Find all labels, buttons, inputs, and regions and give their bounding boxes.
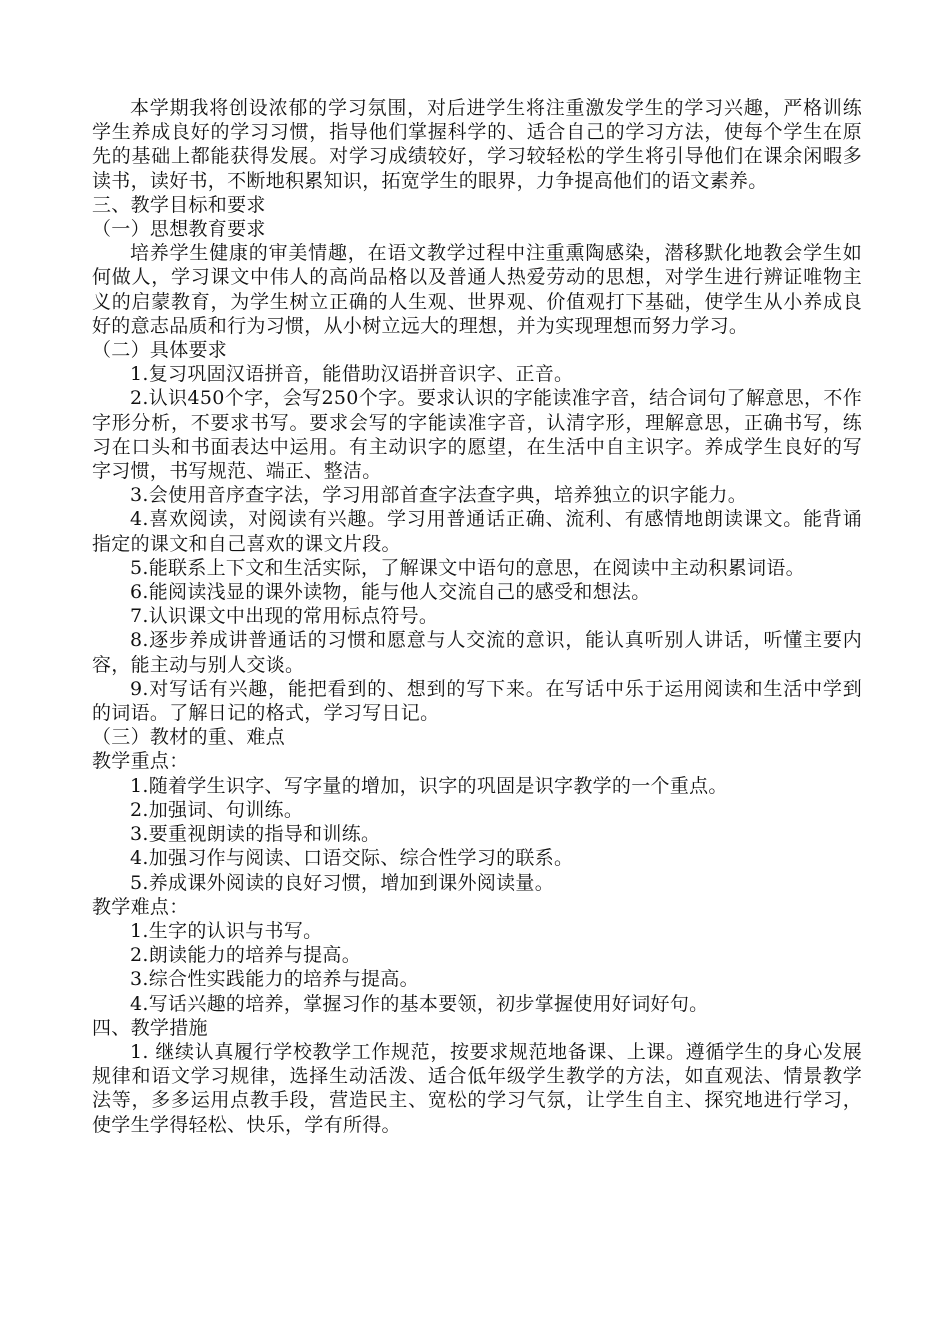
key-point-item: 3.要重视朗读的指导和训练。 (130, 823, 381, 846)
section-4-heading: 四、教学措施 (92, 1016, 208, 1039)
subsection-1-heading: （一）思想教育要求 (92, 218, 266, 241)
intro-paragraph: 本学期我将创设浓郁的学习氛围，对后进学生将注重激发学生的学习兴趣，严格训练学生养成良好的学习习惯，指导他们掌握科学的、适合自己的学习方法，使每个学生在原先的基础上都能获得发展。对学习成绩较好，学习较轻松的学生将引导他们在课余闲暇多读书，读好书，不断地积累知识，拓宽学生的眼界，力争提高他们的语文素养。 (92, 97, 862, 192)
requirement-item: 5.能联系上下文和生活实际，了解课文中语句的意思，在阅读中主动积累词语。 (130, 556, 805, 579)
requirement-item: 4.喜欢阅读，对阅读有兴趣。学习用普通话正确、流利、有感情地朗读课文。能背诵指定的课文和自己喜欢的课文片段。 (92, 508, 862, 555)
requirement-item: 1.复习巩固汉语拼音，能借助汉语拼音识字、正音。 (130, 363, 574, 386)
requirement-item: 2.认识450个字，会写250个字。要求认识的字能读准字音，结合词句了解意思，不作字形分析，不要求书写。要求会写的字能读准字音，认清字形，理解意思，正确书写，练习在口头和书面表达中运用。有主动识字的愿望，在生活中自主识字。养成学生良好的写字习惯，书写规范、端正、整洁。 (92, 387, 862, 483)
section-3-heading: 三、教学目标和要求 (92, 193, 266, 216)
requirement-item: 7.认识课文中出现的常用标点符号。 (130, 605, 439, 628)
key-point-item: 2.加强词、句训练。 (130, 798, 304, 821)
key-points-heading: 教学重点： (92, 750, 189, 773)
measure-item: 1. 继续认真履行学校教学工作规范，按要求规范地备课、上课。遵循学生的身心发展规律和语文学习规律，选择生动活泼、适合低年级学生教学的方法，如直观法、情景教学法等，多多运用点教手段，营造民主、宽松的学习气氛，让学生自主、探究地进行学习，使学生学得轻松、快乐，学有所得。 (92, 1040, 862, 1136)
requirement-item: 6.能阅读浅显的课外读物，能与他人交流自己的感受和想法。 (130, 581, 651, 604)
key-point-item: 4.加强习作与阅读、口语交际、综合性学习的联系。 (130, 847, 574, 870)
requirement-item: 9.对写话有兴趣，能把看到的、想到的写下来。在写话中乐于运用阅读和生活中学到的词语。了解日记的格式，学习写日记。 (92, 677, 862, 725)
moral-education-paragraph: 培养学生健康的审美情趣，在语文教学过程中注重熏陶感染，潜移默化地教会学生如何做人，学习课文中伟人的高尚品格以及普通人热爱劳动的思想，对学生进行辨证唯物主义的启蒙教育，为学生树立正确的人生观、世界观、价值观打下基础，使学生从小养成良好的意志品质和行为习惯，从小树立远大的理想，并为实现理想而努力学习。 (92, 242, 862, 337)
difficulty-item: 2.朗读能力的培养与提高。 (130, 944, 362, 967)
difficulty-item: 4.写话兴趣的培养，掌握习作的基本要领，初步掌握使用好词好句。 (130, 992, 709, 1015)
difficulty-item: 1.生字的认识与书写。 (130, 919, 323, 942)
key-point-item: 1.随着学生识字、写字量的增加，识字的巩固是识字教学的一个重点。 (130, 774, 728, 797)
difficulties-heading: 教学难点： (92, 895, 189, 918)
subsection-3-heading: （三）教材的重、难点 (92, 726, 286, 749)
difficulty-item: 3.综合性实践能力的培养与提高。 (130, 968, 419, 991)
subsection-2-heading: （二）具体要求 (92, 339, 228, 362)
key-point-item: 5.养成课外阅读的良好习惯，增加到课外阅读量。 (130, 871, 555, 894)
requirement-item: 3.会使用音序查字法，学习用部首查字法查字典，培养独立的识字能力。 (130, 484, 748, 507)
document-page (92, 96, 862, 1137)
requirement-item: 8.逐步养成讲普通话的习惯和愿意与人交流的意识，能认真听别人讲话，听懂主要内容，能主动与别人交谈。 (92, 629, 862, 676)
